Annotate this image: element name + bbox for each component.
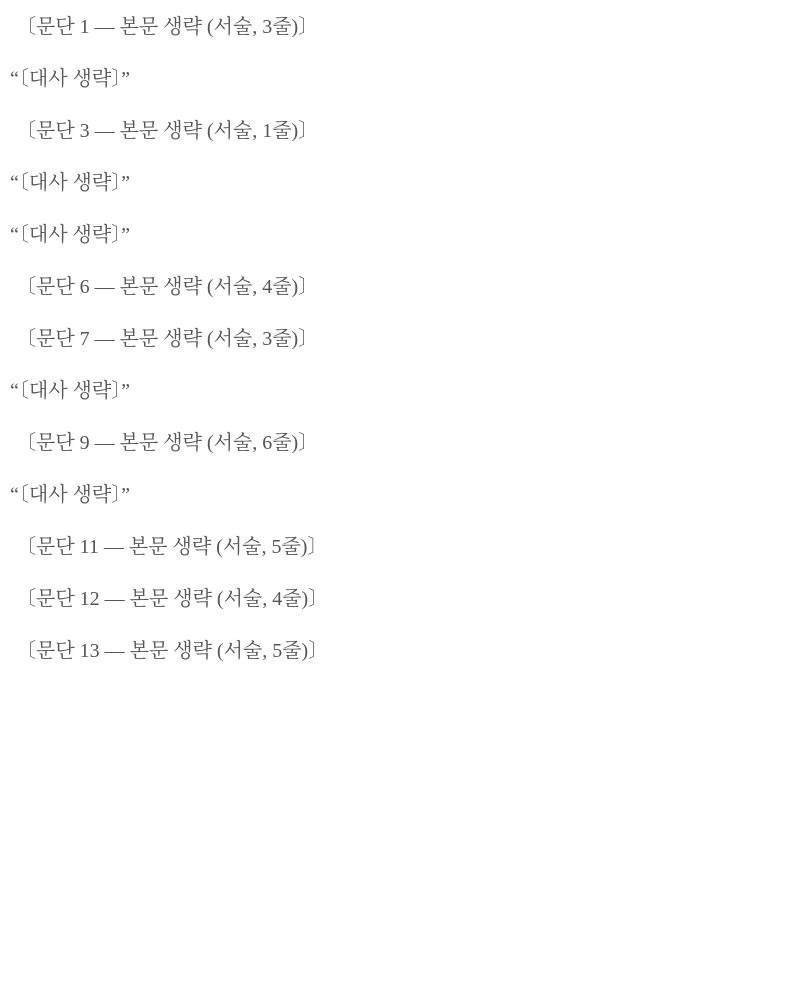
paragraph-12-narration: 〔문단 12 — 본문 생략 (서술, 4줄)〕 [16,588,329,610]
paragraph-7-narration: 〔문단 7 — 본문 생략 (서술, 3줄)〕 [16,328,319,350]
paragraph-8-dialogue: “〔대사 생략〕” [10,380,131,402]
paragraph-11-narration: 〔문단 11 — 본문 생략 (서술, 5줄)〕 [16,536,328,558]
paragraph-6-narration: 〔문단 6 — 본문 생략 (서술, 4줄)〕 [16,276,319,298]
paragraph-4-dialogue: “〔대사 생략〕” [10,172,131,194]
paragraph-3-narration: 〔문단 3 — 본문 생략 (서술, 1줄)〕 [16,120,319,142]
paragraph-10-dialogue: “〔대사 생략〕” [10,484,131,506]
paragraph-5-dialogue: “〔대사 생략〕” [10,224,131,246]
paragraph-1-narration: 〔문단 1 — 본문 생략 (서술, 3줄)〕 [16,16,319,38]
paragraph-13-narration: 〔문단 13 — 본문 생략 (서술, 5줄)〕 [16,640,329,662]
paragraph-2-dialogue: “〔대사 생략〕” [10,68,131,90]
paragraph-9-narration: 〔문단 9 — 본문 생략 (서술, 6줄)〕 [16,432,319,454]
